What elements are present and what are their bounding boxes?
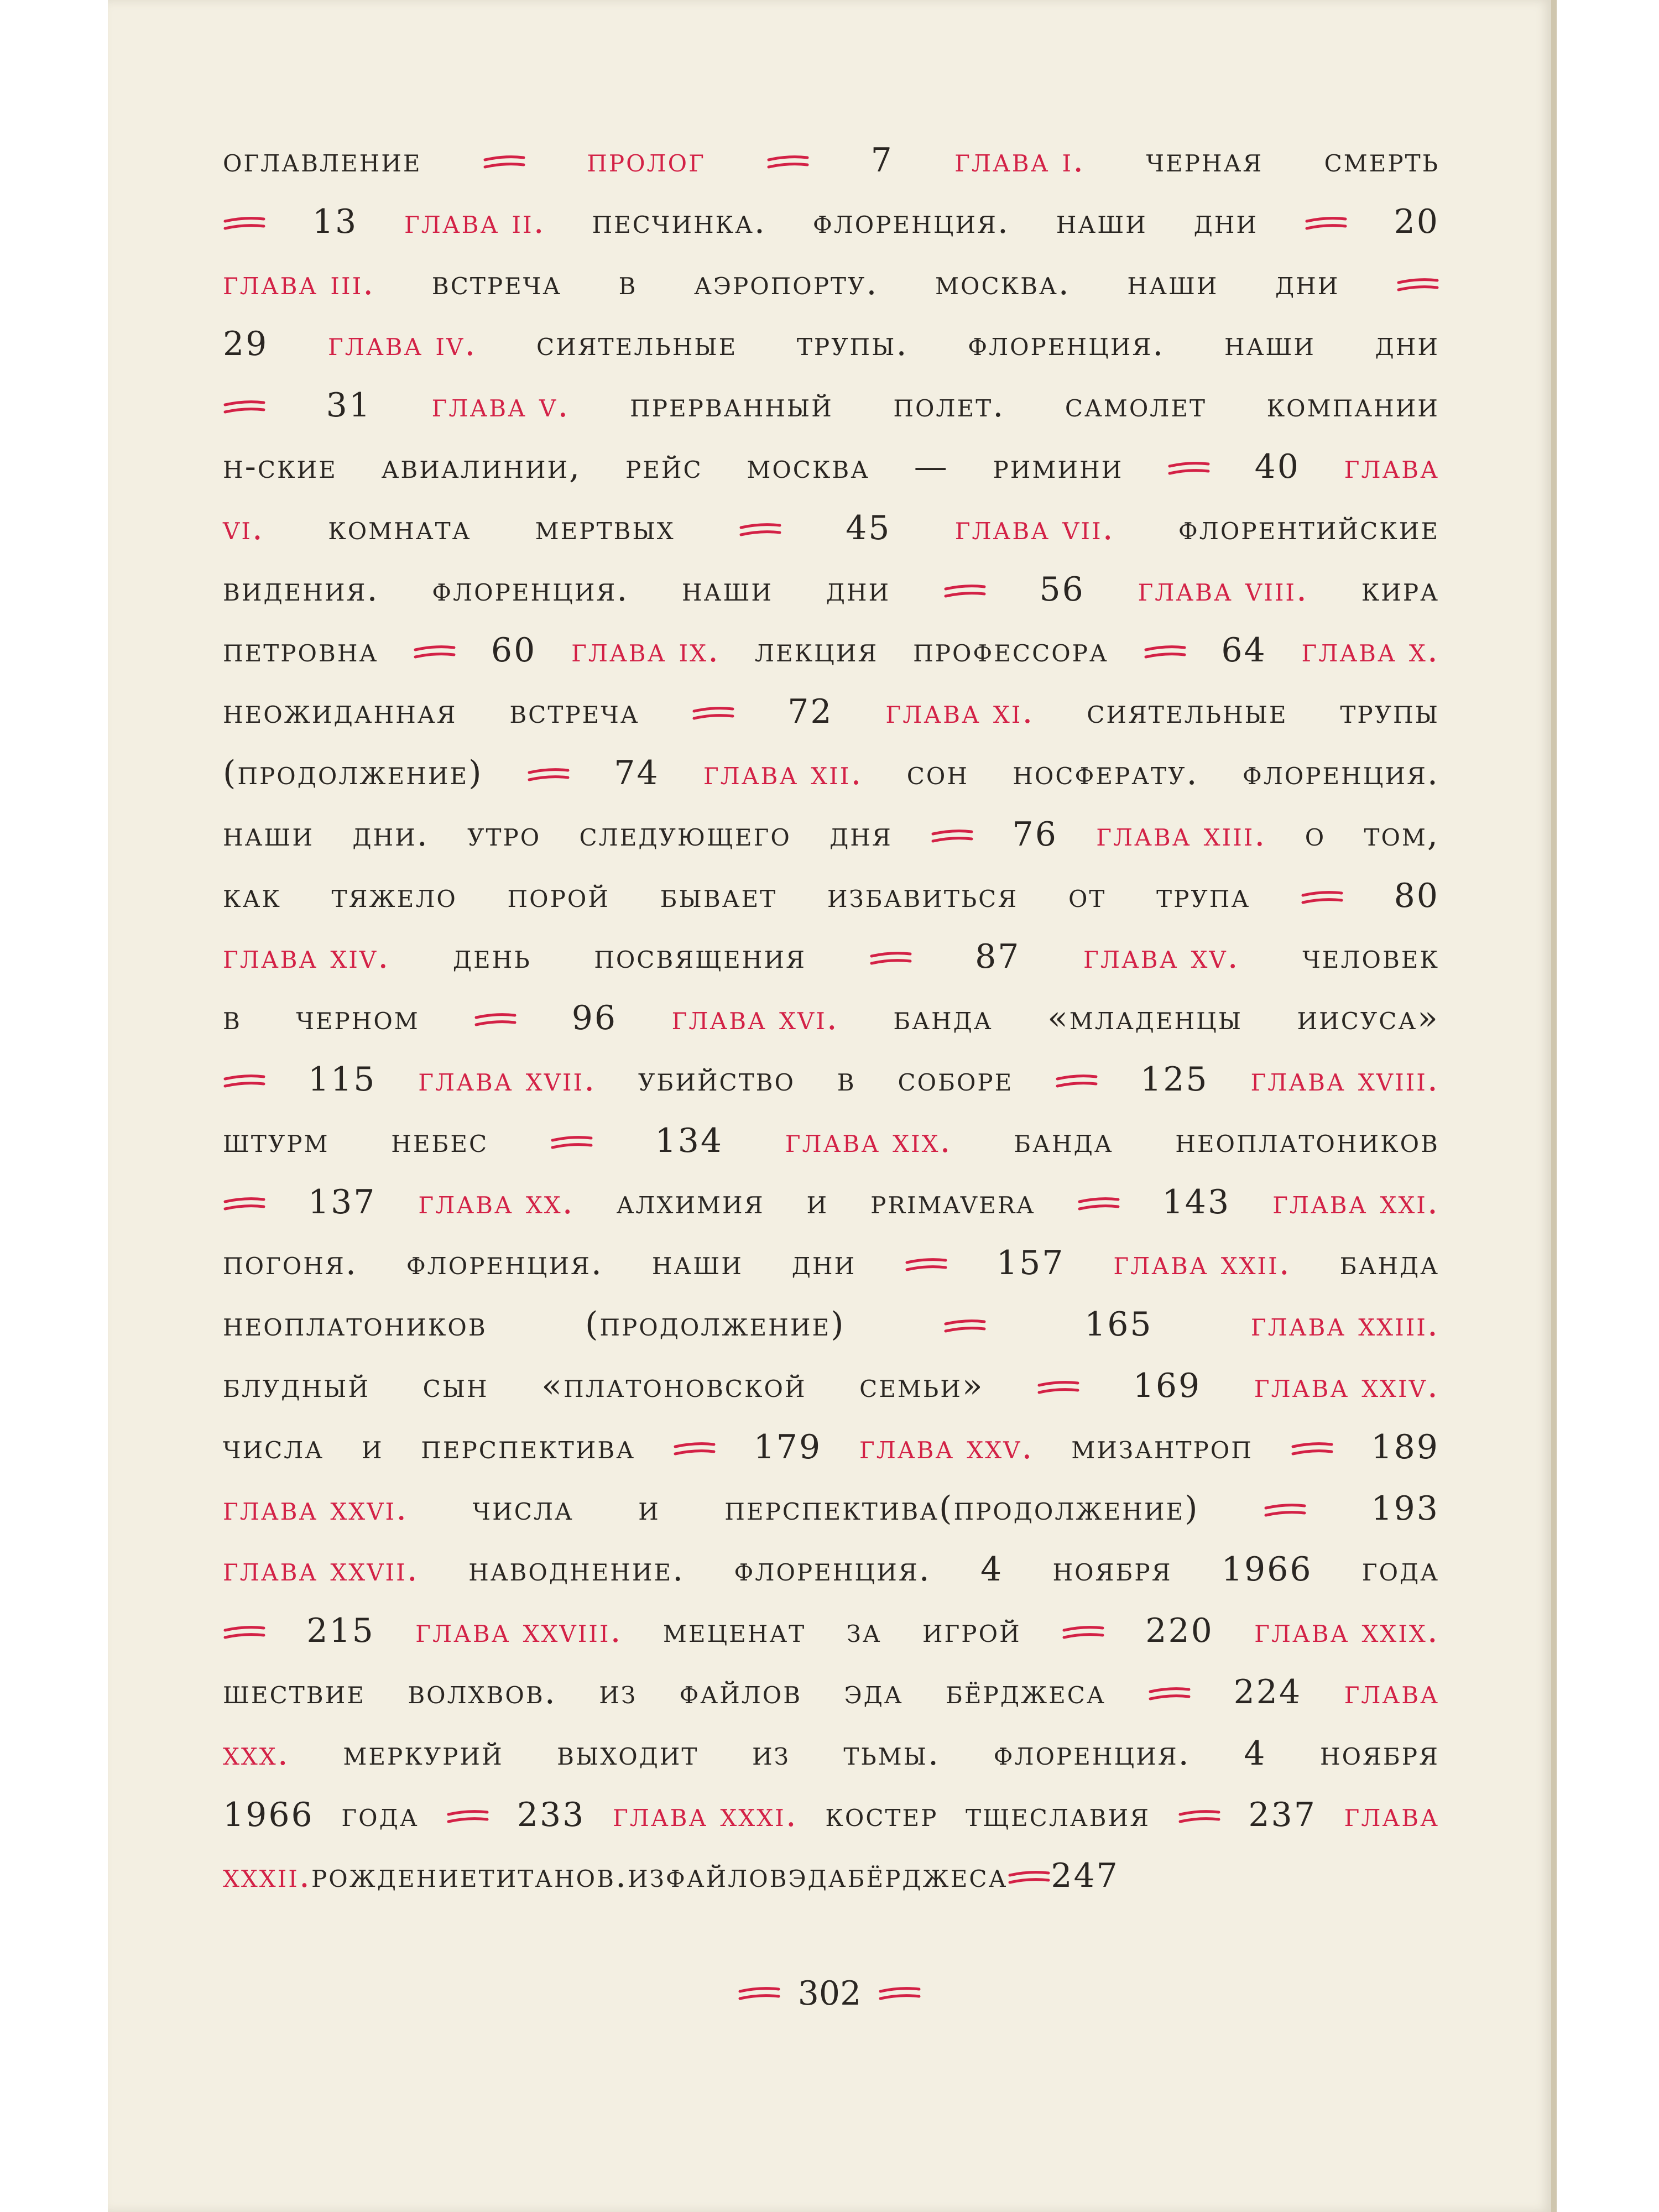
separator-icon bbox=[905, 1258, 948, 1272]
separator-icon bbox=[223, 400, 266, 414]
toc-text: из bbox=[599, 1672, 638, 1712]
toc-text: флорентийские bbox=[1178, 508, 1439, 547]
chapter-label: глава xxiii. bbox=[1250, 1305, 1439, 1344]
toc-text: москва bbox=[747, 447, 870, 486]
toc-text: неожиданная bbox=[223, 692, 457, 732]
toc-text: наши bbox=[1224, 325, 1316, 364]
toc-text: 20 bbox=[1394, 202, 1439, 241]
separator-icon bbox=[550, 1135, 593, 1150]
toc-text: сын bbox=[422, 1366, 489, 1405]
toc-line bbox=[223, 1856, 1439, 1918]
chapter-label: vi. bbox=[223, 508, 264, 547]
toc-text: встреча bbox=[431, 263, 562, 302]
toc-text: носферату. bbox=[1013, 753, 1199, 792]
toc-text: меркурий bbox=[343, 1734, 504, 1773]
toc-text: алхимия bbox=[616, 1182, 765, 1222]
toc-text: 64 bbox=[1221, 631, 1267, 670]
toc-text: «платоновской bbox=[541, 1366, 807, 1405]
toc-text: 224 bbox=[1233, 1672, 1302, 1712]
toc-text: дни bbox=[1275, 263, 1340, 302]
separator-icon bbox=[869, 951, 912, 966]
toc-text: 1966 bbox=[1221, 1550, 1313, 1589]
toc-text: 143 bbox=[1162, 1182, 1231, 1222]
toc-text: 87 bbox=[975, 937, 1021, 977]
toc-text: наши bbox=[651, 1244, 743, 1283]
toc-text: 215 bbox=[306, 1611, 375, 1651]
page-folio bbox=[0, 1974, 1659, 2013]
toc-text: иисуса» bbox=[1297, 999, 1439, 1038]
chapter-label: глава ix. bbox=[571, 631, 721, 670]
toc-line bbox=[223, 386, 1439, 447]
toc-text: 45 bbox=[846, 508, 891, 547]
separator-icon bbox=[1077, 1197, 1120, 1211]
toc-text: 29 bbox=[223, 325, 269, 364]
separator-icon bbox=[446, 1809, 489, 1824]
toc-text: песчинка. bbox=[592, 202, 766, 241]
toc-line bbox=[223, 1121, 1439, 1183]
toc-text: компании bbox=[1266, 386, 1439, 425]
separator-icon bbox=[1037, 1380, 1080, 1395]
toc-text: дня bbox=[830, 815, 893, 854]
toc-line bbox=[223, 692, 1439, 754]
toc-text: флоренция. bbox=[968, 325, 1165, 364]
toc-text: 76 bbox=[1012, 815, 1058, 854]
chapter-label: глава iii. bbox=[223, 263, 375, 302]
chapter-label: глава viii. bbox=[1138, 570, 1309, 609]
separator-icon bbox=[1301, 890, 1344, 905]
toc-text: эда bbox=[844, 1672, 904, 1712]
toc-text: меценат bbox=[662, 1611, 806, 1651]
chapter-label: глава xxiv. bbox=[1254, 1366, 1439, 1405]
separator-icon bbox=[223, 1074, 266, 1088]
toc-text: ноября bbox=[1319, 1734, 1439, 1773]
toc-text: файлов bbox=[665, 1856, 789, 1896]
toc-text: 189 bbox=[1371, 1427, 1439, 1467]
separator-icon bbox=[1396, 278, 1439, 292]
chapter-label: глава xiii. bbox=[1096, 815, 1267, 854]
toc-text: перспектива bbox=[421, 1427, 636, 1467]
chapter-label: глава i. bbox=[954, 141, 1086, 180]
chapter-label: глава xxvii. bbox=[223, 1550, 419, 1589]
separator-icon bbox=[223, 1197, 266, 1211]
separator-icon bbox=[1148, 1687, 1191, 1701]
toc-text: рождение bbox=[311, 1856, 479, 1896]
toc-text: 80 bbox=[1394, 876, 1439, 915]
chapter-label: xxxii. bbox=[223, 1856, 311, 1896]
toc-text: наши bbox=[1127, 263, 1219, 302]
toc-line bbox=[223, 509, 1439, 570]
toc-line bbox=[223, 141, 1439, 202]
separator-icon bbox=[223, 1625, 266, 1640]
toc-text: комната bbox=[328, 508, 472, 547]
toc-text: наводнение. bbox=[468, 1550, 685, 1589]
chapter-label: глава xiv. bbox=[223, 937, 390, 977]
toc-text: игрой bbox=[922, 1611, 1021, 1651]
separator-icon bbox=[527, 768, 570, 782]
separator-icon bbox=[223, 216, 266, 231]
separator-icon bbox=[1144, 645, 1187, 659]
chapter-label: глава xvii. bbox=[418, 1060, 597, 1099]
separator-icon bbox=[673, 1442, 716, 1456]
chapter-label: глава bbox=[1344, 1795, 1439, 1834]
toc-text: года bbox=[341, 1795, 419, 1834]
toc-text: волхвов. bbox=[408, 1672, 557, 1712]
toc-text: блудный bbox=[223, 1366, 370, 1405]
chapter-label: глава xix. bbox=[785, 1121, 952, 1160]
toc-text: посвящения bbox=[594, 937, 806, 977]
toc-text: банда bbox=[893, 999, 993, 1038]
toc-text: видения. bbox=[223, 570, 379, 609]
toc-line bbox=[223, 1060, 1439, 1121]
toc-text: 60 bbox=[491, 631, 537, 670]
toc-line bbox=[223, 1183, 1439, 1244]
toc-text: смерть bbox=[1324, 141, 1439, 180]
toc-text: рейс bbox=[625, 447, 703, 486]
toc-text: как bbox=[223, 876, 281, 915]
chapter-label: глава bbox=[1344, 447, 1439, 486]
toc-text: тщеславия bbox=[966, 1795, 1151, 1834]
toc-text: дни bbox=[1375, 325, 1439, 364]
toc-line bbox=[223, 1734, 1439, 1796]
toc-text: человек bbox=[1302, 937, 1439, 977]
toc-text: 1966 bbox=[223, 1795, 314, 1834]
toc-text: семьи» bbox=[859, 1366, 984, 1405]
toc-text: 169 bbox=[1133, 1366, 1202, 1405]
toc-text: 125 bbox=[1140, 1060, 1209, 1099]
toc-text: 193 bbox=[1371, 1489, 1439, 1528]
toc-text: из bbox=[752, 1734, 790, 1773]
toc-text: черном bbox=[296, 999, 420, 1038]
toc-text: флоренция. bbox=[993, 1734, 1191, 1773]
chapter-label: глава v. bbox=[431, 386, 570, 425]
toc-text: дни bbox=[791, 1244, 857, 1283]
toc-text: шествие bbox=[223, 1672, 366, 1712]
toc-text: перспектива(продолжение) bbox=[724, 1489, 1199, 1528]
separator-icon bbox=[1055, 1074, 1098, 1088]
chapter-label: глава xxix. bbox=[1254, 1611, 1439, 1651]
toc-text: трупа bbox=[1156, 876, 1251, 915]
toc-line bbox=[223, 1366, 1439, 1428]
separator-icon bbox=[1305, 216, 1348, 231]
toc-text: тьмы. bbox=[843, 1734, 941, 1773]
toc-line bbox=[223, 1244, 1439, 1305]
toc-text: бёрджеса bbox=[847, 1856, 1008, 1896]
toc-text: убийство bbox=[638, 1060, 795, 1099]
chapter-label: глава xxv. bbox=[859, 1427, 1034, 1467]
separator-icon bbox=[1167, 461, 1211, 476]
toc-text: мизантроп bbox=[1071, 1427, 1253, 1467]
chapter-label: глава ii. bbox=[404, 202, 546, 241]
chapter-label: пролог bbox=[587, 141, 706, 180]
toc-text: ноября bbox=[1052, 1550, 1172, 1589]
toc-text: числа bbox=[472, 1489, 574, 1528]
toc-text: года bbox=[1361, 1550, 1439, 1589]
toc-text: самолет bbox=[1065, 386, 1207, 425]
toc-text: из bbox=[628, 1856, 666, 1896]
chapter-label: глава xx. bbox=[418, 1182, 575, 1222]
toc-text: и bbox=[638, 1489, 660, 1528]
toc-text: в bbox=[618, 263, 638, 302]
toc-text: наши bbox=[1056, 202, 1147, 241]
toc-text: primavera bbox=[870, 1182, 1035, 1222]
toc-line bbox=[223, 325, 1439, 386]
chapter-label: глава xxi. bbox=[1272, 1182, 1439, 1222]
toc-text: (продолжение) bbox=[223, 753, 483, 792]
chapter-label: глава xxvi. bbox=[223, 1489, 409, 1528]
toc-text: сиятельные bbox=[536, 325, 738, 364]
toc-text: 137 bbox=[307, 1182, 377, 1222]
toc-text: авиалинии, bbox=[381, 447, 582, 486]
separator-icon bbox=[878, 1986, 921, 2001]
toc-text: черная bbox=[1146, 141, 1264, 180]
toc-text: 134 bbox=[655, 1121, 724, 1160]
toc-text: банда bbox=[1339, 1244, 1439, 1283]
toc-text: 4 bbox=[1244, 1734, 1267, 1773]
toc-text: день bbox=[452, 937, 531, 977]
toc-line bbox=[223, 999, 1439, 1060]
toc-text: дни bbox=[1193, 202, 1258, 241]
toc-text: и bbox=[361, 1427, 384, 1467]
toc-text: 233 bbox=[517, 1795, 586, 1834]
toc-text: аэропорту. bbox=[694, 263, 879, 302]
toc-line bbox=[223, 447, 1439, 509]
toc-text: за bbox=[846, 1611, 882, 1651]
separator-icon bbox=[1178, 1809, 1221, 1824]
separator-icon bbox=[692, 706, 735, 721]
toc-text: титанов. bbox=[478, 1856, 628, 1896]
toc-line bbox=[223, 815, 1439, 877]
toc-text: порой bbox=[507, 876, 610, 915]
toc-text: 4 bbox=[980, 1550, 1004, 1589]
toc-text: 96 bbox=[571, 999, 618, 1038]
page-number: 302 bbox=[797, 1974, 862, 2013]
separator-icon bbox=[483, 155, 526, 169]
toc-text: небес bbox=[391, 1121, 489, 1160]
separator-icon bbox=[474, 1013, 517, 1027]
toc-line bbox=[223, 754, 1439, 815]
toc-line bbox=[223, 1611, 1439, 1673]
toc-text: флоренция. bbox=[432, 570, 629, 609]
toc-text: том, bbox=[1364, 815, 1439, 854]
separator-icon bbox=[1264, 1503, 1307, 1517]
separator-icon bbox=[739, 523, 782, 537]
toc-text: 72 bbox=[787, 692, 833, 732]
toc-text: флоренция. bbox=[1242, 753, 1439, 792]
toc-line bbox=[223, 877, 1439, 938]
chapter-label: глава xvi. bbox=[671, 999, 839, 1038]
toc-text: 220 bbox=[1145, 1611, 1214, 1651]
toc-text: 7 bbox=[870, 141, 894, 180]
separator-icon bbox=[766, 155, 810, 169]
chapter-label: глава xxii. bbox=[1113, 1244, 1291, 1283]
chapter-label: xxx. bbox=[223, 1734, 290, 1773]
toc-text: профессора bbox=[913, 631, 1109, 670]
chapter-label: глава iv. bbox=[327, 325, 477, 364]
toc-line bbox=[223, 1796, 1439, 1857]
separator-icon bbox=[413, 645, 456, 659]
separator-icon bbox=[1291, 1442, 1334, 1456]
toc-text: бёрджеса bbox=[946, 1672, 1106, 1712]
toc-text: выходит bbox=[557, 1734, 699, 1773]
toc-text: флоренция. bbox=[406, 1244, 603, 1283]
toc-text: 237 bbox=[1248, 1795, 1317, 1834]
toc-text: трупы. bbox=[796, 325, 909, 364]
separator-icon bbox=[931, 829, 974, 843]
toc-text: римини bbox=[993, 447, 1124, 486]
toc-text: 40 bbox=[1254, 447, 1300, 486]
toc-text: эда bbox=[788, 1856, 848, 1896]
toc-text: 13 bbox=[312, 202, 358, 241]
chapter-label: глава xi. bbox=[885, 692, 1035, 732]
toc-text: кира bbox=[1361, 570, 1439, 609]
separator-icon bbox=[1008, 1870, 1051, 1885]
toc-line bbox=[223, 1550, 1439, 1611]
toc-text: 247 bbox=[1051, 1856, 1119, 1896]
toc-text: оглавление bbox=[223, 141, 422, 180]
chapter-label: глава xxxi. bbox=[613, 1795, 798, 1834]
toc-line bbox=[223, 570, 1439, 632]
toc-text: бывает bbox=[660, 876, 778, 915]
chapter-label: глава x. bbox=[1301, 631, 1439, 670]
toc-text: 31 bbox=[326, 386, 372, 425]
toc-text: дни bbox=[826, 570, 891, 609]
toc-text: полет. bbox=[893, 386, 1005, 425]
chapter-label: глава bbox=[1344, 1672, 1439, 1712]
toc-text: «младенцы bbox=[1047, 999, 1243, 1038]
toc-text: в bbox=[223, 999, 242, 1038]
toc-text: сиятельные bbox=[1087, 692, 1288, 732]
toc-line bbox=[223, 937, 1439, 999]
toc-line bbox=[223, 631, 1439, 692]
toc-text: избавиться bbox=[827, 876, 1019, 915]
chapter-label: глава vii. bbox=[954, 508, 1115, 547]
toc-text: прерванный bbox=[630, 386, 833, 425]
table-of-contents bbox=[223, 141, 1439, 1918]
toc-text: и bbox=[806, 1182, 829, 1222]
toc-text: флоренция. bbox=[734, 1550, 931, 1589]
toc-text: — bbox=[914, 447, 949, 486]
toc-text: 165 bbox=[1084, 1305, 1153, 1344]
toc-line bbox=[223, 1428, 1439, 1489]
toc-text: штурм bbox=[223, 1121, 330, 1160]
toc-text: погоня. bbox=[223, 1244, 358, 1283]
chapter-label: глава xviii. bbox=[1250, 1060, 1439, 1099]
chapter-label: глава xxviii. bbox=[415, 1611, 623, 1651]
toc-text: н-ские bbox=[223, 447, 337, 486]
toc-text: от bbox=[1068, 876, 1107, 915]
toc-text: числа bbox=[223, 1427, 325, 1467]
page-edge bbox=[1551, 0, 1557, 2212]
toc-text: лекция bbox=[754, 631, 879, 670]
toc-text: 157 bbox=[996, 1244, 1065, 1283]
chapter-label: глава xii. bbox=[703, 753, 863, 792]
toc-text: 56 bbox=[1039, 570, 1085, 609]
toc-text: тяжело bbox=[331, 876, 457, 915]
toc-text: флоренция. bbox=[812, 202, 1010, 241]
toc-text: 179 bbox=[753, 1427, 822, 1467]
toc-line bbox=[223, 1489, 1439, 1551]
toc-text: костер bbox=[825, 1795, 938, 1834]
toc-line bbox=[223, 202, 1439, 264]
toc-text: сон bbox=[906, 753, 969, 792]
toc-text: файлов bbox=[679, 1672, 802, 1712]
separator-icon bbox=[943, 1319, 987, 1333]
toc-text: 74 bbox=[614, 753, 660, 792]
toc-text: следующего bbox=[579, 815, 791, 854]
toc-text: дни. bbox=[352, 815, 429, 854]
toc-text: неоплатоников bbox=[1175, 1121, 1439, 1160]
separator-icon bbox=[1062, 1625, 1105, 1640]
toc-line bbox=[223, 264, 1439, 325]
separator-icon bbox=[738, 1986, 781, 2001]
toc-text: наши bbox=[223, 815, 314, 854]
toc-text: утро bbox=[467, 815, 541, 854]
toc-text: (продолжение) bbox=[585, 1305, 846, 1344]
toc-line bbox=[223, 1673, 1439, 1734]
toc-line bbox=[223, 1305, 1439, 1366]
toc-text: соборе bbox=[898, 1060, 1014, 1099]
toc-text: в bbox=[837, 1060, 856, 1099]
toc-text: мертвых bbox=[535, 508, 675, 547]
toc-text: встреча bbox=[509, 692, 640, 732]
toc-text: 115 bbox=[307, 1060, 377, 1099]
separator-icon bbox=[943, 584, 987, 598]
toc-text: трупы bbox=[1340, 692, 1439, 732]
toc-text: о bbox=[1305, 815, 1326, 854]
toc-text: наши bbox=[682, 570, 774, 609]
chapter-label: глава xv. bbox=[1083, 937, 1240, 977]
toc-text: банда bbox=[1014, 1121, 1114, 1160]
toc-text: петровна bbox=[223, 631, 379, 670]
toc-text: неоплатоников bbox=[223, 1305, 487, 1344]
toc-text: москва. bbox=[935, 263, 1071, 302]
